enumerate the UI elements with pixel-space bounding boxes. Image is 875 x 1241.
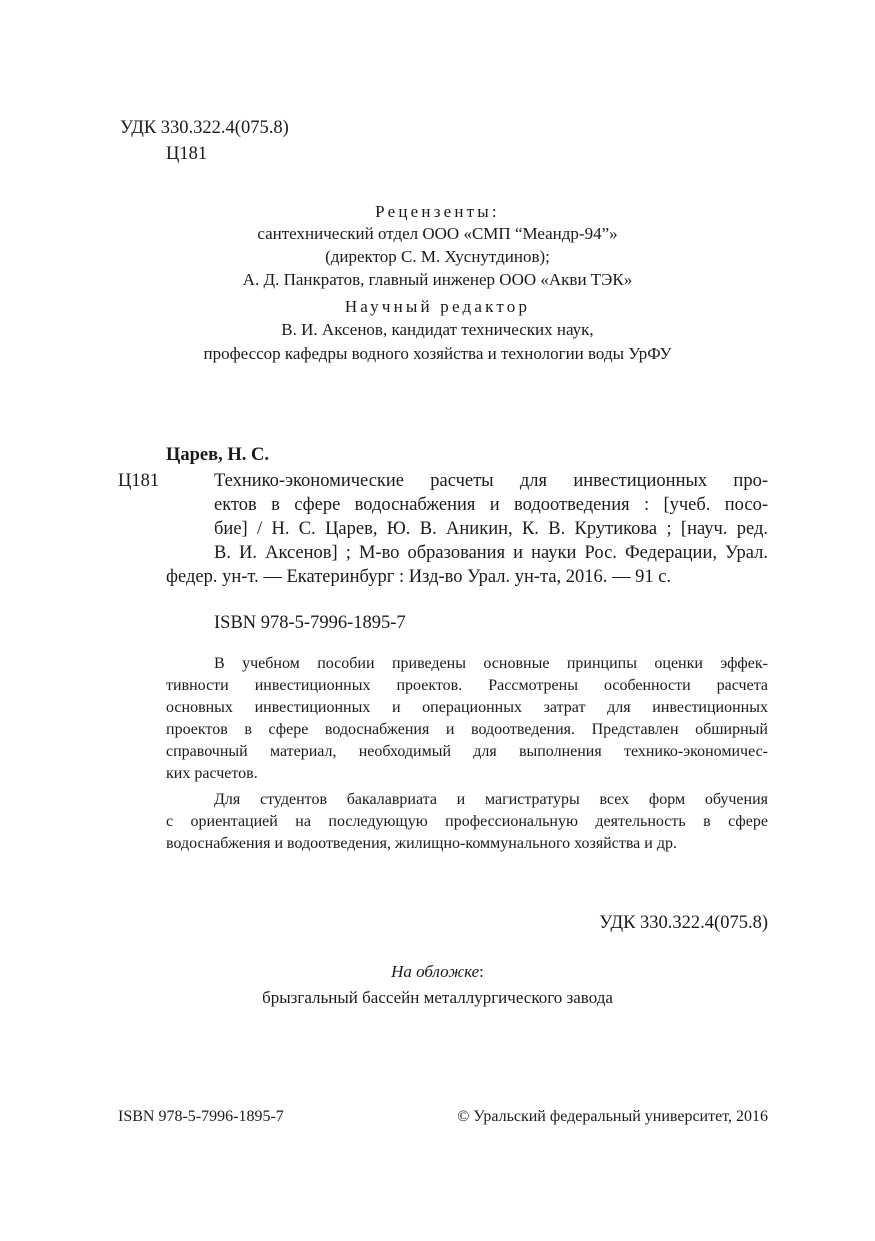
- udk-top: УДК 330.322.4(075.8): [120, 118, 289, 138]
- cover-description: брызгальный бассейн металлургического завода: [262, 988, 613, 1007]
- abstract-line: справочный материал, необходимый для выполнения технико-экономичес-: [166, 743, 768, 760]
- editor-heading: Научный редактор: [344, 297, 531, 316]
- abstract-line: проектов в сфере водоснабжения и водоотведения. Представлен обширный: [166, 721, 768, 738]
- biblio-line: бие] / Н. С. Царев, Ю. В. Аникин, К. В. Крутикова ; [науч. ред.: [214, 519, 768, 539]
- footer-copyright: © Уральский федеральный университет, 2016: [457, 1108, 768, 1125]
- biblio-isbn: ISBN 978-5-7996-1895-7: [214, 613, 406, 633]
- editor-line-2: профессор кафедры водного хозяйства и технологии воды УрФУ: [203, 344, 672, 363]
- udk-bottom: УДК 330.322.4(075.8): [599, 913, 768, 933]
- reviewer-line-3: А. Д. Панкратов, главный инженер ООО «Акви ТЭК»: [242, 270, 633, 289]
- reviewer-line-2: (директор С. М. Хуснутдинов);: [325, 247, 550, 266]
- abstract-line: с ориентацией на последующую профессиональную деятельность в сфере: [166, 813, 768, 830]
- biblio-line-last: федер. ун-т. — Екатеринбург : Изд-во Урал. ун-та, 2016. — 91 с.: [166, 567, 672, 587]
- abstract-line-first: Для студентов бакалавриата и магистратуры всех форм обучения: [214, 791, 768, 808]
- biblio-code: Ц181: [118, 471, 160, 491]
- biblio-line: Технико-экономические расчеты для инвестиционных про-: [214, 471, 768, 491]
- abstract-paragraph-1: [166, 653, 768, 785]
- abstract-paragraph-2: [166, 789, 768, 855]
- biblio-record: [214, 469, 768, 565]
- biblio-line: В. И. Аксенов] ; М-во образования и науки Рос. Федерации, Урал.: [214, 543, 768, 563]
- cover-label-colon: :: [479, 962, 484, 981]
- reviewers-heading: Рецензенты:: [375, 202, 500, 221]
- biblio-line: ектов в сфере водоснабжения и водоотведения : [учеб. посо-: [214, 495, 768, 515]
- abstract-line-first: В учебном пособии приведены основные принципы оценки эффек-: [214, 655, 768, 672]
- cover-label-text: На обложке: [391, 962, 480, 981]
- abstract-line: основных инвестиционных и операционных затрат для инвестиционных: [166, 699, 768, 716]
- abstract-line-last: ких расчетов.: [166, 765, 258, 782]
- editor-line-1: В. И. Аксенов, кандидат технических наук,: [281, 320, 594, 339]
- udk-author-code: Ц181: [166, 144, 208, 164]
- abstract-line: тивности инвестиционных проектов. Рассмотрены особенности расчета: [166, 677, 768, 694]
- abstract-line-last: водоснабжения и водоотведения, жилищно-коммунального хозяйства и др.: [166, 835, 677, 852]
- reviewer-line-1: сантехнический отдел ООО «СМП “Меандр-94”»: [257, 224, 618, 243]
- footer-isbn: ISBN 978-5-7996-1895-7: [118, 1108, 284, 1125]
- cover-label: [0, 960, 875, 983]
- biblio-author: Царев, Н. С.: [166, 445, 270, 465]
